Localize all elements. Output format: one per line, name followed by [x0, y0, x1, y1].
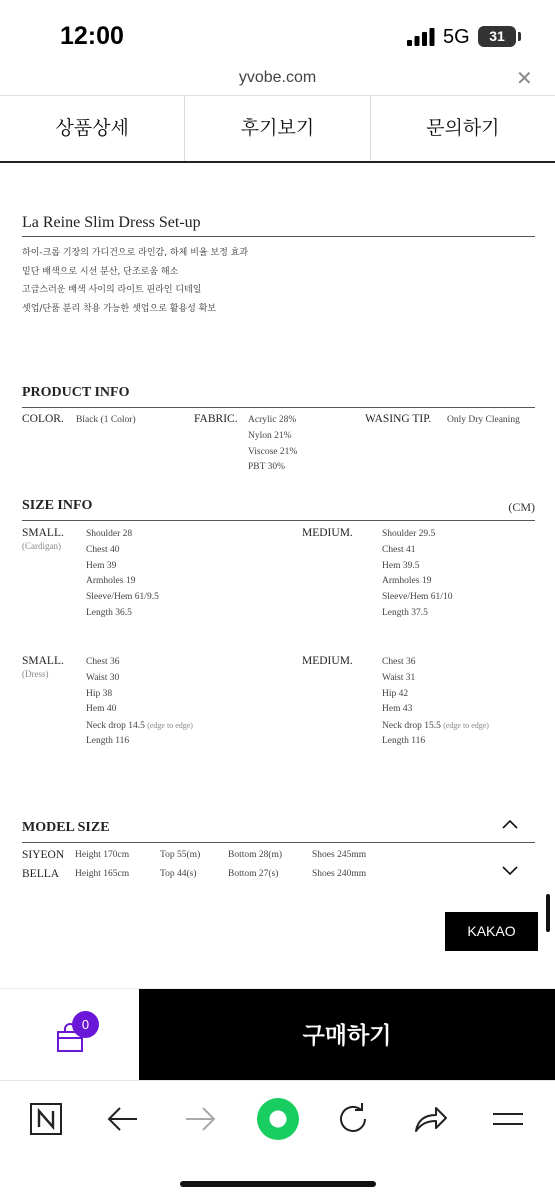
fabric-item: PBT 30% [248, 462, 286, 473]
refresh-icon[interactable] [331, 1097, 375, 1141]
fabric-item: Viscose 21% [248, 446, 298, 457]
size-item: Chest 41 [382, 544, 416, 555]
back-arrow-icon[interactable] [101, 1097, 145, 1141]
status-time: 12:00 [60, 22, 124, 50]
size-item: Length 116 [382, 735, 426, 746]
size-item: Chest 40 [86, 544, 120, 555]
feature-item: 고급스러운 배색 사이의 라이트 핀라인 디테일 [22, 285, 202, 295]
dress-sub-label: (Dress) [22, 669, 49, 679]
feature-item: 하이-크롭 기장의 가디건으로 라인감, 하체 비율 보정 효과 [22, 248, 249, 258]
size-item: Hip 38 [86, 688, 113, 699]
tab-inquiry[interactable]: 문의하기 [426, 118, 500, 139]
divider [22, 236, 535, 237]
product-tabs [0, 96, 555, 163]
cardigan-small-list [86, 527, 159, 622]
cart-button[interactable] [0, 989, 139, 1081]
size-item: Chest 36 [382, 657, 416, 667]
network-type: 5G [443, 26, 470, 48]
close-icon[interactable]: ✕ [516, 68, 533, 90]
divider [22, 520, 535, 521]
kakao-button[interactable]: KAKAO [445, 912, 538, 951]
battery-nub [518, 32, 521, 41]
model-height: Height 170cm [75, 850, 130, 860]
product-title: La Reine Slim Dress Set-up [22, 214, 201, 231]
size-item: Shoulder 29.5 [382, 529, 436, 539]
wash-tip-value: Only Dry Cleaning [447, 415, 520, 425]
model-top: Top 55(m) [160, 850, 201, 860]
edge-note: (edge to edge) [443, 721, 489, 731]
cardigan-medium-label: MEDIUM. [302, 527, 353, 539]
size-item: Armholes 19 [86, 576, 136, 587]
buy-bar [0, 988, 555, 1080]
feature-item: 밑단 배색으로 시선 분산, 단조로움 해소 [22, 266, 179, 277]
naver-n-icon[interactable] [24, 1097, 68, 1141]
size-item: Sleeve/Hem 61/9.5 [86, 592, 159, 603]
signal-icon [407, 28, 435, 46]
size-item: Hem 39 [86, 560, 117, 571]
cardigan-sub-label: (Cardigan) [22, 541, 61, 551]
size-item: Hem 39.5 [382, 560, 420, 571]
buy-button[interactable]: 구매하기 [139, 989, 555, 1081]
feature-item: 셋업/단품 분리 착용 가능한 셋업으로 활용성 확보 [22, 303, 217, 314]
model-name: SIYEON [22, 849, 65, 861]
cart-count-badge: 0 [72, 1011, 99, 1038]
model-bottom: Bottom 28(m) [228, 850, 283, 860]
size-item: Hip 42 [382, 688, 409, 699]
size-item: Shoulder 28 [86, 529, 133, 539]
model-shoes: Shoes 240mm [312, 869, 367, 879]
dress-small-list [86, 655, 193, 750]
size-item: Waist 30 [86, 672, 120, 683]
size-item: Hem 43 [382, 704, 413, 715]
size-info-title: SIZE INFO [22, 498, 93, 513]
product-info-title: PRODUCT INFO [22, 385, 130, 400]
feature-list [22, 244, 248, 318]
fabric-label: FABRIC. [194, 413, 238, 425]
fabric-item: Acrylic 28% [248, 415, 297, 425]
cardigan-small-label: SMALL. [22, 527, 64, 539]
divider [22, 407, 535, 408]
size-item: Waist 31 [382, 672, 416, 683]
url-text[interactable]: yvobe.com [238, 69, 317, 86]
size-item [86, 718, 193, 734]
size-unit: (CM) [508, 500, 535, 514]
color-label: COLOR. [22, 413, 64, 425]
size-item: Length 116 [86, 735, 130, 746]
dress-small-label: SMALL. [22, 655, 64, 667]
size-item: Length 36.5 [86, 607, 132, 618]
model-size-title: MODEL SIZE [22, 820, 110, 835]
edge-note: (edge to edge) [147, 721, 193, 731]
status-bar [0, 0, 555, 62]
model-height: Height 165cm [75, 869, 130, 879]
model-bottom: Bottom 27(s) [228, 869, 279, 879]
model-top: Top 44(s) [160, 869, 197, 879]
fabric-item: Nylon 21% [248, 430, 292, 441]
color-value: Black (1 Color) [76, 415, 136, 425]
tab-reviews[interactable]: 후기보기 [185, 96, 370, 161]
size-item [382, 718, 489, 734]
chevron-up-icon[interactable] [502, 817, 518, 833]
size-item-text: Neck drop 15.5 [382, 721, 441, 732]
share-icon[interactable] [408, 1097, 452, 1141]
size-item: Armholes 19 [382, 576, 432, 587]
home-indicator[interactable] [180, 1181, 376, 1187]
battery-icon: 31 [478, 26, 516, 47]
model-shoes: Shoes 245mm [312, 850, 367, 860]
size-item: Hem 40 [86, 704, 117, 715]
size-item-text: Neck drop 14.5 [86, 721, 145, 732]
address-bar[interactable] [0, 62, 555, 96]
cardigan-medium-list [382, 527, 452, 622]
fabric-list [248, 413, 297, 476]
menu-icon[interactable] [486, 1097, 530, 1141]
model-name: BELLA [22, 868, 60, 880]
tab-product-detail[interactable]: 상품상세 [0, 96, 185, 161]
green-home-icon[interactable] [254, 1095, 302, 1143]
size-item: Length 37.5 [382, 607, 428, 618]
dress-medium-label: MEDIUM. [302, 655, 353, 667]
wash-tip-label: WASING TIP. [365, 413, 432, 425]
divider [22, 842, 535, 843]
chevron-down-icon[interactable] [502, 862, 518, 878]
size-item: Sleeve/Hem 61/10 [382, 592, 453, 603]
forward-arrow-icon[interactable] [178, 1097, 222, 1141]
dress-medium-list [382, 655, 489, 750]
scrollbar[interactable] [546, 894, 550, 932]
size-item: Chest 36 [86, 657, 120, 667]
